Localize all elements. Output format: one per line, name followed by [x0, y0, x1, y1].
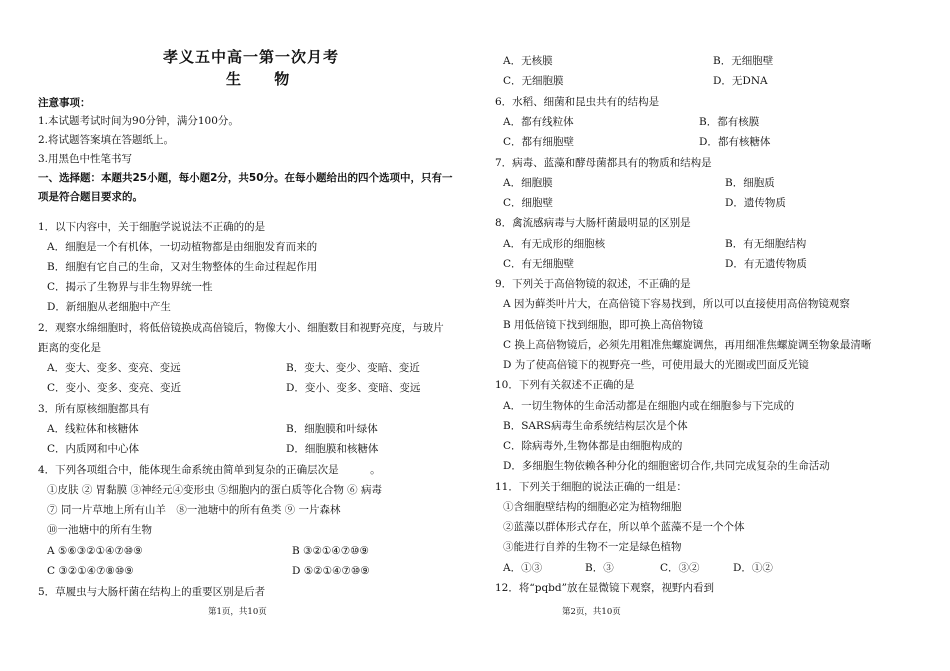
- section-heading: 项是符合题目要求的。: [38, 191, 143, 203]
- option-c: C．揭示了生物界与非生物界统一性: [47, 281, 213, 293]
- notice-item: 2.将试题答案填在答题纸上。: [38, 134, 175, 146]
- option-a: A．变大、变多、变亮、变远: [47, 362, 181, 374]
- option-b: B．变大、变少、变暗、变近: [286, 362, 420, 374]
- question-stem: 1．以下内容中，关于细胞学说说法不正确的的是: [38, 221, 266, 233]
- question-stem: 4．下列各项组合中，能体现生命系统由简单到复杂的正确层次是 。: [38, 464, 381, 476]
- exam-title: 孝义五中高一第一次月考: [163, 48, 340, 66]
- option-b: B ③②①④⑦⑩⑨: [292, 545, 369, 557]
- option-d: D．有无遗传物质: [725, 258, 807, 270]
- option-b: B．细胞膜和叶绿体: [286, 423, 378, 435]
- notice-heading: 注意事项：: [38, 97, 91, 109]
- subject-title: 生 物: [226, 70, 304, 88]
- right-page: [475, 0, 950, 671]
- question-items: ⑦ 同一片草地上所有山羊 ⑧一池塘中的所有鱼类 ⑨ 一片森林: [47, 504, 341, 516]
- question-items: ①皮肤 ② 胃黏膜 ③神经元④变形虫 ⑤细胞内的蛋白质等化合物 ⑥ 病毒: [47, 484, 383, 496]
- option-d: D．都有核糖体: [699, 136, 771, 148]
- question-stem: 11．下列关于细胞的说法正确的一组是：: [495, 481, 687, 493]
- section-heading: 一、选择题：本题共25小题，每小题2分，共50分。在每小题给出的四个选项中，只有一: [38, 172, 453, 184]
- option-c: C．无细胞膜: [503, 75, 564, 87]
- option-d: D ⑤②①④⑦⑩⑨: [292, 565, 370, 577]
- option-a: A 因为藓类叶片大，在高倍镜下容易找到，所以可以直接使用高倍物镜观察: [503, 298, 850, 310]
- option-a: A．细胞膜: [503, 177, 553, 189]
- option-a: A ⑤⑥③②①④⑦⑩⑨: [47, 545, 143, 557]
- option-a: A．细胞是一个有机体，一切动植物都是由细胞发育而来的: [47, 241, 318, 253]
- option-d: D 为了使高倍镜下的视野亮一些，可使用最大的光圈或凹面反光镜: [503, 359, 809, 371]
- option-c: C．有无细胞壁: [503, 258, 575, 270]
- question-items: ⑩一池塘中的所有生物: [47, 524, 152, 536]
- option-c: C．细胞壁: [503, 197, 554, 209]
- option-c: C 换上高倍物镜后，必须先用粗准焦螺旋调焦，再用细准焦螺旋调至物象最清晰: [503, 339, 872, 351]
- option-c: C．③②: [660, 562, 700, 574]
- option-c: C．都有细胞壁: [503, 136, 575, 148]
- option-a: A．有无成形的细胞核: [503, 238, 606, 250]
- statement: ②蓝藻以群体形式存在，所以单个蓝藻不是一个个体: [503, 521, 745, 533]
- option-c: C．内质网和中心体: [47, 443, 140, 455]
- option-d: D．变小、变多、变暗、变远: [286, 382, 421, 394]
- option-d: D．多细胞生物依赖各种分化的细胞密切合作,共同完成复杂的生命活动: [503, 460, 830, 472]
- option-b: B．无细胞壁: [713, 55, 774, 67]
- option-b: B．细胞质: [725, 177, 775, 189]
- statement: ③能进行自养的生物不一定是绿色植物: [503, 541, 682, 553]
- option-c: C ③②①④⑦⑧⑩⑨: [47, 565, 134, 577]
- option-a: A．线粒体和核糖体: [47, 423, 139, 435]
- statement: ①含细胞壁结构的细胞必定为植物细胞: [503, 501, 682, 513]
- option-b: B．③: [585, 562, 614, 574]
- question-stem: 12．将“pqbd”放在显微镜下观察，视野内看到: [495, 582, 746, 594]
- option-b: B 用低倍镜下找到细胞，即可换上高倍物镜: [503, 319, 704, 331]
- option-d: D．无DNA: [713, 75, 768, 87]
- option-c: C．除病毒外,生物体都是由细胞构成的: [503, 440, 683, 452]
- question-stem: 7．病毒、蓝藻和酵母菌都具有的物质和结构是: [495, 157, 712, 169]
- question-stem: 6．水稻、细菌和昆虫共有的结构是: [495, 96, 660, 108]
- option-b: B．细胞有它自己的生命，又对生物整体的生命过程起作用: [47, 261, 318, 273]
- option-d: D．细胞膜和核糖体: [286, 443, 379, 455]
- option-b: B．都有核膜: [699, 116, 760, 128]
- question-stem: 3．所有原核细胞都具有: [38, 403, 150, 415]
- question-stem: 10．下列有关叙述不正确的是: [495, 379, 635, 391]
- question-stem: 5．草履虫与大肠杆菌在结构上的重要区别是后者: [38, 586, 266, 598]
- option-a: A．都有线粒体: [503, 116, 574, 128]
- question-stem: 2．观察水绵细胞时，将低倍镜换成高倍镜后，物像大小、细胞数目和视野亮度，与玻片: [38, 322, 444, 334]
- option-d: D．①②: [733, 562, 773, 574]
- page-footer: 第2页，共10页: [562, 607, 621, 617]
- option-b: B．SARS病毒生命系统结构层次是个体: [503, 420, 688, 432]
- notice-item: 1.本试题考试时间为90分钟，满分100分。: [38, 115, 239, 127]
- option-d: D．遗传物质: [725, 197, 786, 209]
- option-a: A．①③: [503, 562, 543, 574]
- option-a: A．无核膜: [503, 55, 553, 67]
- option-d: D．新细胞从老细胞中产生: [47, 301, 171, 313]
- page-footer: 第1页，共10页: [208, 607, 267, 617]
- question-stem: 9．下列关于高倍物镜的叙述，不正确的是: [495, 278, 691, 290]
- option-a: A．一切生物体的生命活动都是在细胞内或在细胞参与下完成的: [503, 400, 795, 412]
- question-stem: 8．禽流感病毒与大肠杆菌最明显的区别是: [495, 217, 691, 229]
- notice-item: 3.用黑色中性笔书写: [38, 153, 133, 165]
- question-stem: 距离的变化是: [38, 342, 101, 354]
- option-b: B．有无细胞结构: [725, 238, 807, 250]
- option-c: C．变小、变多、变亮、变近: [47, 382, 182, 394]
